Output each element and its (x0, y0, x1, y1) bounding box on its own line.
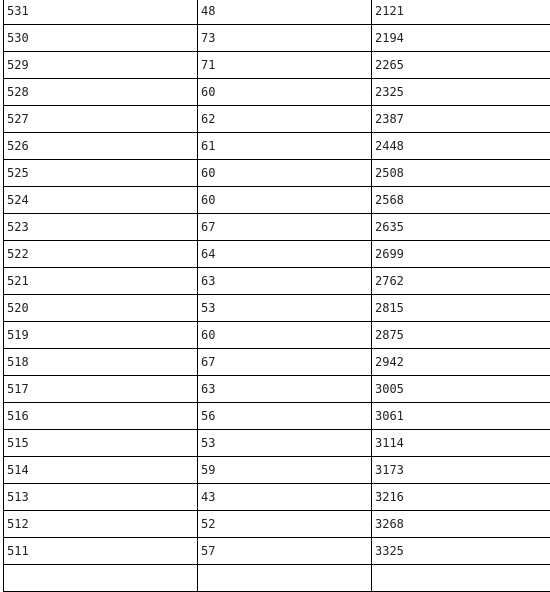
table-row (4, 241, 550, 268)
cumulative-cell: 2265 (372, 52, 550, 79)
table-row (4, 511, 550, 538)
count-cell: 56 (198, 403, 372, 430)
cumulative-cell: 2568 (372, 187, 550, 214)
cumulative-cell: 2635 (372, 214, 550, 241)
cumulative-cell: 2815 (372, 295, 550, 322)
table-row (4, 403, 550, 430)
cumulative-cell: 2387 (372, 106, 550, 133)
count-cell: 61 (198, 133, 372, 160)
score-cell: 522 (4, 241, 198, 268)
score-cell: 521 (4, 268, 198, 295)
count-cell: 57 (198, 538, 372, 565)
count-cell: 59 (198, 457, 372, 484)
score-cell: 516 (4, 403, 198, 430)
score-cell: 517 (4, 376, 198, 403)
table-body (4, 0, 550, 592)
score-cell (4, 565, 198, 592)
cumulative-cell: 2875 (372, 322, 550, 349)
cumulative-cell: 2325 (372, 79, 550, 106)
cumulative-cell: 2448 (372, 133, 550, 160)
cumulative-cell: 3325 (372, 538, 550, 565)
count-cell: 71 (198, 52, 372, 79)
count-cell: 43 (198, 484, 372, 511)
table-row (4, 187, 550, 214)
score-cell: 524 (4, 187, 198, 214)
score-cell: 529 (4, 52, 198, 79)
count-cell: 60 (198, 160, 372, 187)
count-cell (198, 565, 372, 592)
score-cell: 520 (4, 295, 198, 322)
score-cell: 512 (4, 511, 198, 538)
score-cell: 525 (4, 160, 198, 187)
count-cell: 53 (198, 430, 372, 457)
cumulative-cell: 3005 (372, 376, 550, 403)
score-cell: 519 (4, 322, 198, 349)
cumulative-cell: 2762 (372, 268, 550, 295)
score-cell: 527 (4, 106, 198, 133)
cumulative-cell: 2121 (372, 0, 550, 25)
cumulative-cell: 3268 (372, 511, 550, 538)
count-cell: 73 (198, 25, 372, 52)
table-row (4, 538, 550, 565)
table-row (4, 160, 550, 187)
count-cell: 60 (198, 322, 372, 349)
score-cell: 531 (4, 0, 198, 25)
count-cell: 60 (198, 187, 372, 214)
table-row (4, 430, 550, 457)
count-cell: 67 (198, 214, 372, 241)
table-row (4, 268, 550, 295)
cumulative-cell: 2699 (372, 241, 550, 268)
score-cell: 518 (4, 349, 198, 376)
score-table (3, 0, 550, 592)
count-cell: 53 (198, 295, 372, 322)
score-cell: 530 (4, 25, 198, 52)
score-cell: 526 (4, 133, 198, 160)
cumulative-cell: 3061 (372, 403, 550, 430)
cumulative-cell (372, 565, 550, 592)
table-row (4, 565, 550, 592)
table-row (4, 52, 550, 79)
table-row (4, 484, 550, 511)
count-cell: 48 (198, 0, 372, 25)
table-row (4, 106, 550, 133)
score-cell: 511 (4, 538, 198, 565)
count-cell: 63 (198, 268, 372, 295)
cumulative-cell: 3173 (372, 457, 550, 484)
count-cell: 64 (198, 241, 372, 268)
score-cell: 514 (4, 457, 198, 484)
table-row (4, 322, 550, 349)
table-row (4, 376, 550, 403)
score-cell: 523 (4, 214, 198, 241)
cumulative-cell: 3114 (372, 430, 550, 457)
table-row (4, 0, 550, 25)
count-cell: 67 (198, 349, 372, 376)
table-row (4, 79, 550, 106)
cumulative-cell: 2508 (372, 160, 550, 187)
count-cell: 60 (198, 79, 372, 106)
score-cell: 515 (4, 430, 198, 457)
cumulative-cell: 2942 (372, 349, 550, 376)
score-cell: 513 (4, 484, 198, 511)
table-row (4, 214, 550, 241)
cumulative-cell: 2194 (372, 25, 550, 52)
count-cell: 63 (198, 376, 372, 403)
table-row (4, 295, 550, 322)
score-cell: 528 (4, 79, 198, 106)
count-cell: 52 (198, 511, 372, 538)
table-row (4, 457, 550, 484)
count-cell: 62 (198, 106, 372, 133)
table-row (4, 25, 550, 52)
table-row (4, 133, 550, 160)
table-row (4, 349, 550, 376)
cumulative-cell: 3216 (372, 484, 550, 511)
